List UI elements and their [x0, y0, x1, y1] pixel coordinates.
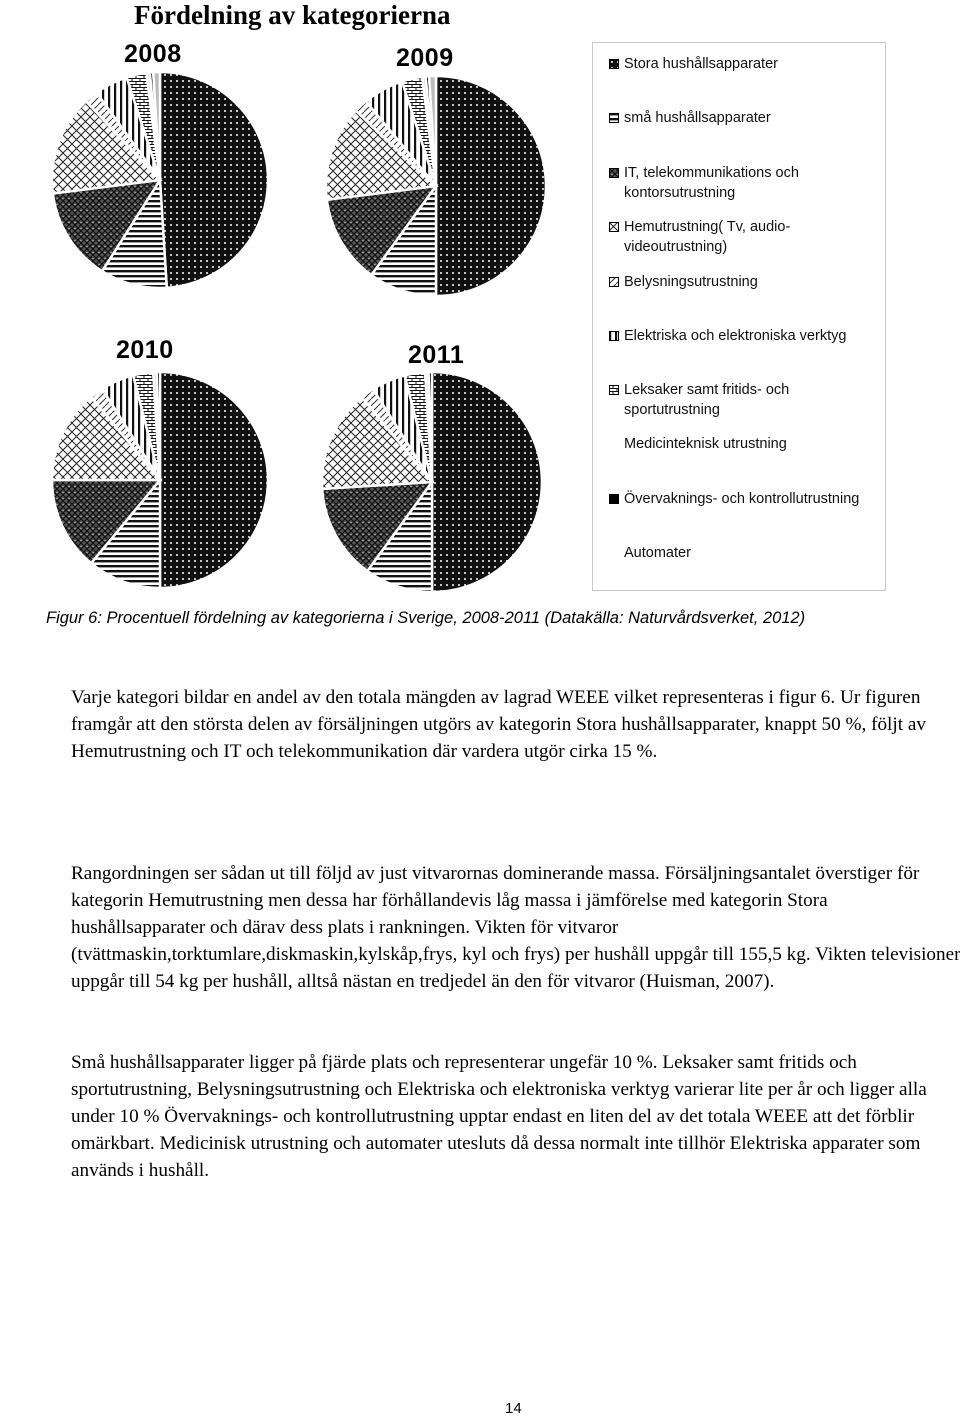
legend-item	[609, 380, 879, 420]
legend-item	[609, 543, 879, 563]
legend-swatch-icon	[609, 59, 619, 69]
legend-label: små hushållsapparater	[624, 110, 771, 126]
legend-label: Leksaker samt fritids- och sportutrustning	[624, 382, 790, 418]
legend-item	[609, 108, 879, 128]
legend-swatch-icon	[609, 277, 619, 287]
pie-year-label-2009: 2009	[396, 44, 454, 72]
legend-label: Stora hushållsapparater	[624, 56, 778, 72]
pie-2009-slice-0	[436, 76, 546, 296]
legend-item	[609, 163, 879, 203]
legend-swatch-icon	[609, 494, 619, 504]
legend-label: IT, telekommunikations och kontorsutrustning	[624, 165, 799, 201]
page-heading: Fördelning av kategorierna	[134, 0, 451, 30]
pie-year-label-2008: 2008	[124, 40, 182, 68]
legend-label: Medicinteknisk utrustning	[624, 436, 787, 452]
legend-label: Elektriska och elektroniska verktyg	[624, 328, 847, 344]
pie-2011-slice-0	[432, 372, 542, 592]
legend-label: Belysningsutrustning	[624, 274, 758, 290]
legend-label: Automater	[624, 545, 691, 561]
legend-item	[609, 489, 879, 509]
paragraph: Varje kategori bildar en andel av den totala mängden av lagrad WEEE vilket representeras i figur 6. Ur figuren framgår att den största delen av försäljningen utgörs av kategorin Stora hushållsapparater, knappt 50 %, följt av Hemutrustning och IT och telekommunikation där vardera utgör cirka 15 %.	[71, 687, 926, 762]
legend-swatch-icon	[609, 168, 619, 178]
legend-swatch-icon	[609, 113, 619, 123]
legend-swatch-icon	[609, 222, 619, 232]
legend-label: Övervaknings- och kontrollutrustning	[624, 491, 860, 507]
paragraph: Rangordningen ser sådan ut till följd av just vitvarornas dominerande massa. Försäljningsantalet överstiger för kategorin Hemutrustning men dessa har förhållandevis låg massa i jämförelse med kategorin Stora hushållsapparater och därav dess plats i rankningen. Vikten för vitvaror (tvättmaskin,torktumlare,diskmaskin,kylskåp,frys, kyl och frys) per hushåll uppgår till 155,5 kg. Vikten televisioner uppgår till 54 kg per hushåll, alltså nästan en tredjedel än den för vitvaror (Huisman, 2007).	[71, 863, 960, 992]
paragraph: Små hushållsapparater ligger på fjärde plats och representerar ungefär 10 %. Leksaker samt fritids och sportutrustning, Belysningsutrustning och Elektriska och elektroniska verktyg varierar lite per år och ligger alla under 10 % Övervaknings- och kontrollutrustning upptar endast en liten del av det totala WEEE att det förblir omärkbart. Medicinisk utrustning och automater utesluts då dessa normalt inte tillhör Elektriska apparater som används i hushåll.	[71, 1052, 927, 1181]
legend-item	[609, 434, 879, 454]
pie-year-label-2011: 2011	[408, 341, 465, 369]
pie-charts	[0, 0, 600, 600]
legend-item	[609, 217, 879, 257]
legend-swatch-icon	[609, 331, 619, 341]
pie-2008-slice-0	[160, 72, 268, 288]
legend	[592, 42, 886, 591]
legend-item	[609, 326, 879, 346]
page-number: 14	[505, 1400, 522, 1417]
legend-item	[609, 272, 879, 292]
pie-2010-slice-0	[160, 372, 268, 588]
legend-item	[609, 54, 879, 74]
pie-year-label-2010: 2010	[116, 336, 174, 364]
legend-swatch-icon	[609, 385, 619, 395]
legend-label: Hemutrustning( Tv, audio-videoutrustning)	[624, 219, 791, 255]
figure-caption: Figur 6: Procentuell fördelning av kategorierna i Sverige, 2008-2011 (Datakälla: Naturvårdsverket, 2012)	[46, 609, 806, 627]
